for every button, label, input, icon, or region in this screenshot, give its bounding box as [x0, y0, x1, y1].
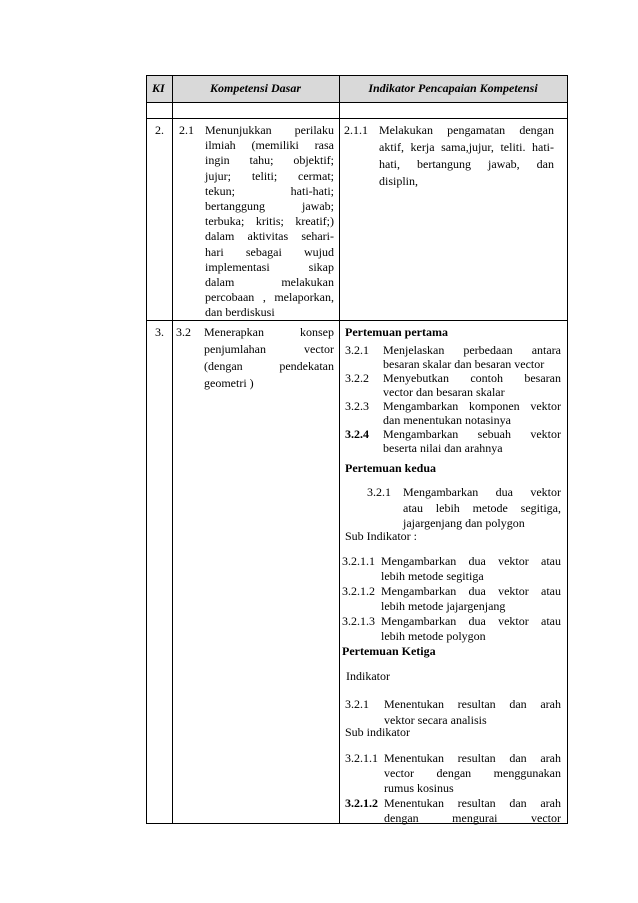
text-line: bertanggung jawab; [205, 199, 334, 213]
item-number: 3.2.1.2 [345, 796, 378, 810]
text-line: tekun; hati-hati; [205, 183, 334, 198]
text-line: Menunjukkan perilaku [205, 123, 334, 137]
row1-kd-number: 2.1 [179, 123, 194, 137]
meeting-3-indikator-label: Indikator [346, 669, 390, 683]
meeting-2-sub-label: Sub Indikator : [345, 529, 417, 543]
meeting-2-title: Pertemuan kedua [345, 461, 436, 475]
text-line: Menyebutkan contoh besaran [383, 371, 561, 385]
row2-ki: 3. [155, 325, 164, 339]
meeting-3-sub-label: Sub indikator [345, 725, 410, 739]
text-line: dan berdiskusi [205, 305, 275, 320]
text-line: Mengambarkan dua vektor atau [381, 554, 561, 568]
text-line: geometri ) [204, 376, 254, 390]
text-line: aktif, kerja sama,jujur, teliti. hati- [379, 140, 554, 154]
text-line: Mengambarkan dua vektor atau [381, 614, 561, 628]
text-line: Mengambarkan sebuah vektor [383, 427, 561, 441]
text-line: dengan mengurai vector [384, 811, 561, 825]
text-line: dalam melakukan [205, 275, 334, 289]
text-line: implementasi sikap [205, 259, 334, 274]
item-number: 3.2.1 [367, 485, 391, 499]
text-line: Menjelaskan perbedaan antara [383, 343, 561, 357]
item-number: 3.2.1 [345, 697, 369, 711]
text-line: dalam aktivitas sehari- [205, 229, 334, 244]
text-line: lebih metode jajargenjang [381, 598, 506, 613]
text-line: hati, bertangung jawab, dan [379, 157, 554, 171]
text-line: Mengambarkan komponen vektor [383, 399, 561, 413]
row1-ki: 2. [155, 123, 164, 137]
text-line: lebih metode polygon [381, 628, 486, 643]
text-line: vector dan besaran skalar [383, 385, 505, 399]
text-line: besaran skalar dan besaran vector [383, 357, 545, 371]
item-number: 3.2.4 [345, 427, 369, 441]
text-line: jujur; teliti; cermat; [205, 168, 334, 183]
text-line: penjumlahan vector [204, 342, 334, 356]
item-number: 3.2.1.1 [342, 554, 375, 568]
item-number: 3.2.1.3 [342, 614, 375, 628]
text-line: Menentukan resultan dan arah [384, 697, 561, 711]
text-line: Menentukan resultan dan arah [384, 796, 561, 810]
text-line: Menentukan resultan dan arah [384, 751, 561, 765]
item-number: 3.2.1.2 [342, 584, 375, 598]
item-number: 3.2.3 [345, 399, 369, 413]
text-line: Mengambarkan dua vektor atau [381, 584, 561, 598]
header-ki: KI [152, 81, 165, 95]
text-line: Melakukan pengamatan dengan [379, 123, 554, 137]
text-line: atau lebih metode segitiga, [403, 500, 561, 515]
meeting-3-title: Pertemuan Ketiga [342, 644, 436, 658]
header-indikator: Indikator Pencapaian Kompetensi [368, 81, 538, 95]
text-line: dan menentukan notasinya [383, 413, 511, 427]
meeting-1-title: Pertemuan pertama [345, 325, 448, 339]
row2-kd-number: 3.2 [176, 325, 191, 339]
text-line: rumus kosinus [384, 781, 454, 795]
text-line: terbuka; kritis; kreatif;) [205, 214, 334, 229]
text-line: (dengan pendekatan [204, 359, 334, 373]
item-number: 3.2.1 [345, 343, 369, 357]
text-line: ingin tahu; objektif; [205, 153, 334, 168]
text-line: ilmiah (memiliki rasa [205, 138, 334, 153]
text-line: vector dengan menggunakan [384, 766, 561, 780]
text-line: percobaan , melaporkan, [205, 290, 334, 305]
text-line: vektor secara analisis [384, 712, 487, 727]
item-number: 3.2.1.1 [345, 751, 378, 765]
text-line: disiplin, [379, 174, 419, 188]
text-line: hari sebagai wujud [205, 244, 334, 259]
item-number: 3.2.2 [345, 371, 369, 385]
row1-indicator-number: 2.1.1 [344, 123, 368, 137]
text-line: jajargenjang dan polygon [403, 516, 525, 530]
text-line: Mengambarkan dua vektor [403, 485, 561, 499]
text-line: Menerapkan konsep [204, 325, 334, 339]
text-line: beserta nilai dan arahnya [383, 441, 503, 455]
header-kompetensi-dasar: Kompetensi Dasar [209, 81, 301, 95]
text-line: lebih metode segitiga [381, 568, 484, 583]
